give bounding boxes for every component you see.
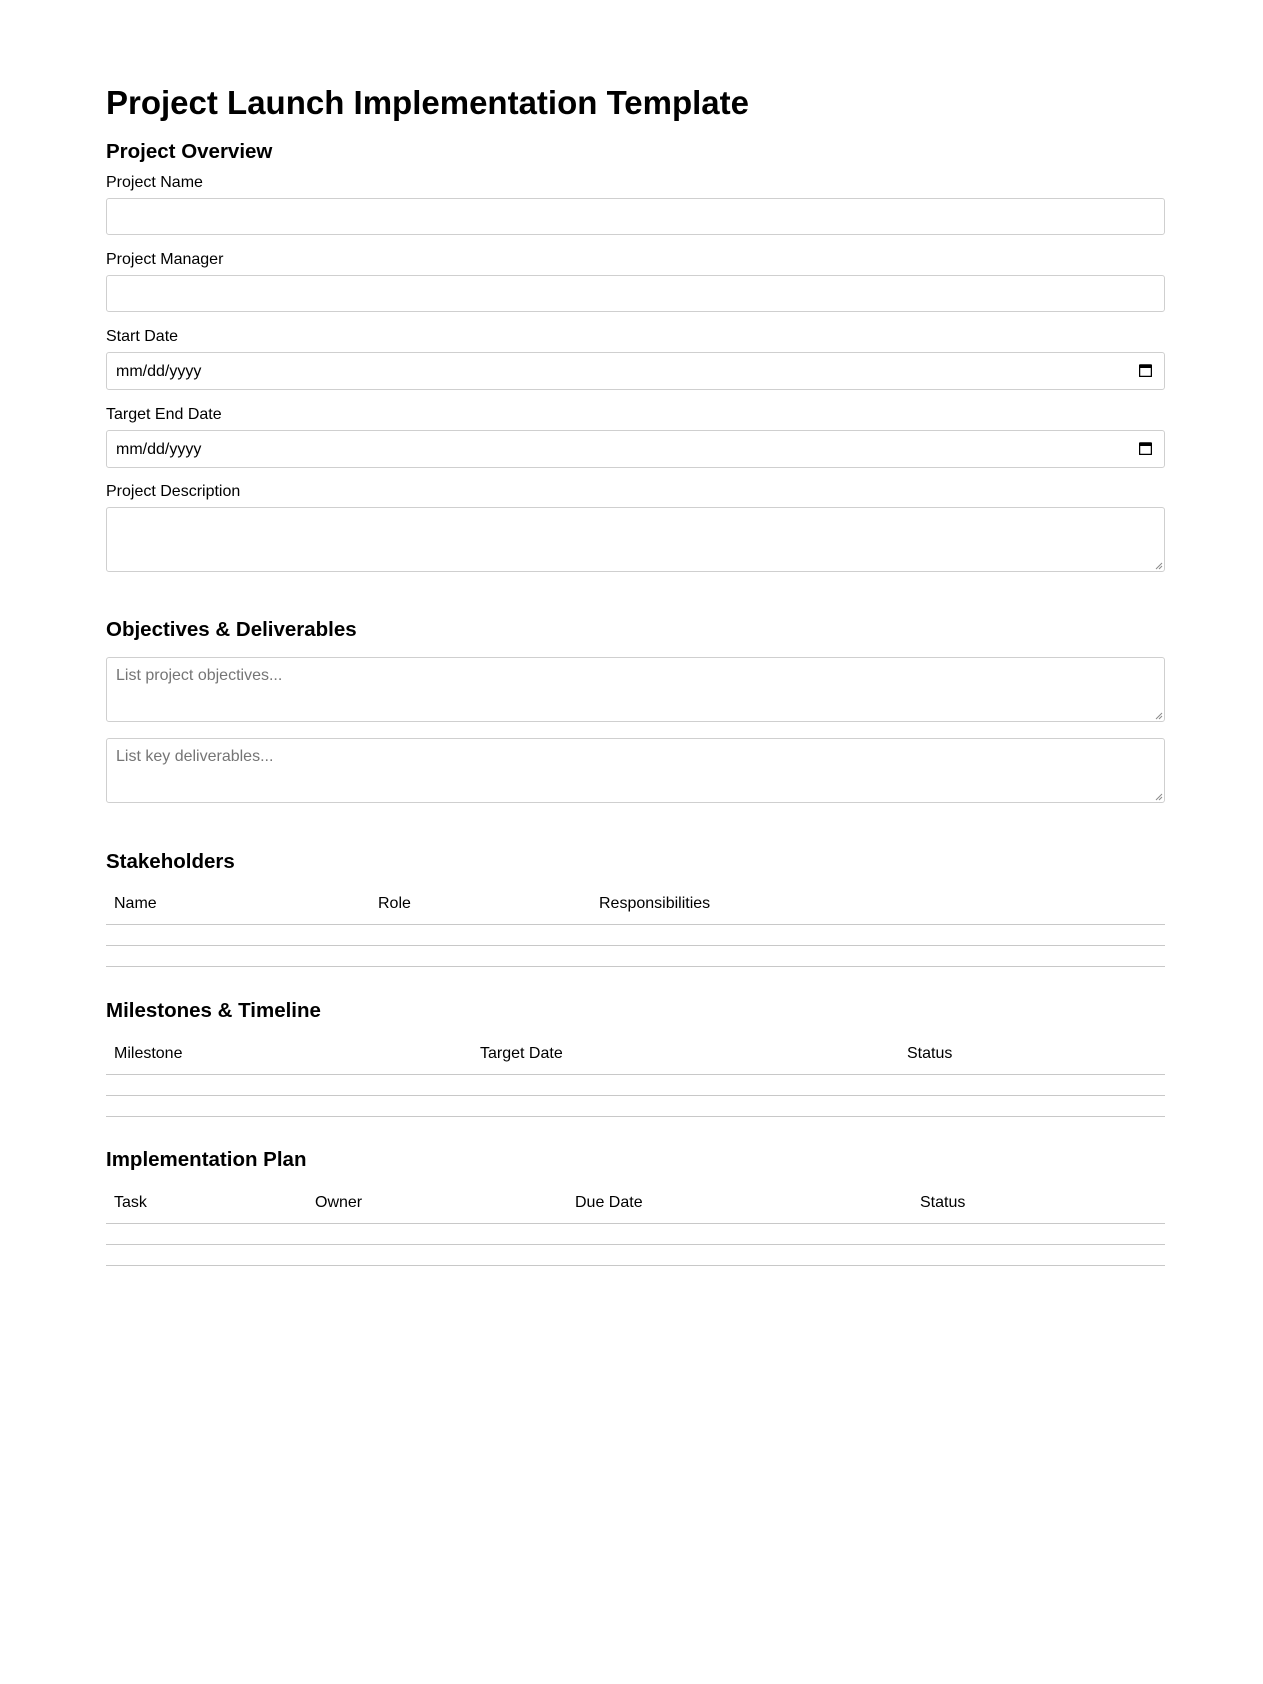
start-date-value: mm/dd/yyyy <box>116 363 202 380</box>
resize-handle-icon[interactable] <box>1154 711 1163 720</box>
target-end-date-input[interactable] <box>106 430 1165 468</box>
table-row[interactable] <box>106 1096 1165 1117</box>
table-row[interactable] <box>106 925 1165 946</box>
section-heading-implementation-plan: Implementation Plan <box>106 1148 307 1171</box>
start-date-input[interactable] <box>106 352 1165 390</box>
project-manager-input[interactable] <box>106 275 1165 312</box>
column-header-role: Role <box>378 895 411 912</box>
table-row[interactable] <box>106 946 1165 967</box>
project-description-textarea[interactable] <box>106 507 1165 572</box>
deliverables-textarea[interactable] <box>106 738 1165 803</box>
column-header-name: Name <box>114 895 157 912</box>
stakeholders-table <box>106 882 1165 967</box>
resize-handle-icon[interactable] <box>1154 561 1163 570</box>
calendar-icon[interactable] <box>1139 442 1152 455</box>
table-header-row <box>106 1032 1165 1075</box>
template-form <box>106 76 1165 1266</box>
project-manager-label: Project Manager <box>106 251 224 268</box>
table-row[interactable] <box>106 1245 1165 1266</box>
milestones-table <box>106 1032 1165 1117</box>
objectives-textarea[interactable] <box>106 657 1165 722</box>
section-heading-objectives-deliverables: Objectives & Deliverables <box>106 618 357 641</box>
project-name-input[interactable] <box>106 198 1165 235</box>
column-header-status: Status <box>920 1194 966 1211</box>
column-header-due-date: Due Date <box>575 1194 643 1211</box>
page-title: Project Launch Implementation Template <box>106 84 750 121</box>
table-row[interactable] <box>106 1224 1165 1245</box>
implementation-table <box>106 1181 1165 1266</box>
table-header-row <box>106 882 1165 925</box>
column-header-owner: Owner <box>315 1194 363 1211</box>
column-header-milestone: Milestone <box>114 1045 183 1062</box>
column-header-task: Task <box>114 1194 147 1211</box>
table-header-row <box>106 1181 1165 1224</box>
target-end-date-value: mm/dd/yyyy <box>116 441 202 458</box>
start-date-label: Start Date <box>106 328 179 345</box>
column-header-responsibilities: Responsibilities <box>599 895 711 912</box>
deliverables-placeholder: List key deliverables... <box>116 748 274 765</box>
project-description-label: Project Description <box>106 483 241 500</box>
target-end-date-label: Target End Date <box>106 406 222 423</box>
column-header-target-date: Target Date <box>480 1045 563 1062</box>
section-heading-milestones-timeline: Milestones & Timeline <box>106 999 321 1022</box>
objectives-placeholder: List project objectives... <box>116 667 283 684</box>
section-heading-stakeholders: Stakeholders <box>106 850 235 873</box>
resize-handle-icon[interactable] <box>1154 792 1163 801</box>
table-row[interactable] <box>106 1075 1165 1096</box>
column-header-status: Status <box>907 1045 953 1062</box>
project-name-label: Project Name <box>106 174 203 191</box>
section-heading-project-overview: Project Overview <box>106 140 273 163</box>
calendar-icon[interactable] <box>1139 364 1152 377</box>
